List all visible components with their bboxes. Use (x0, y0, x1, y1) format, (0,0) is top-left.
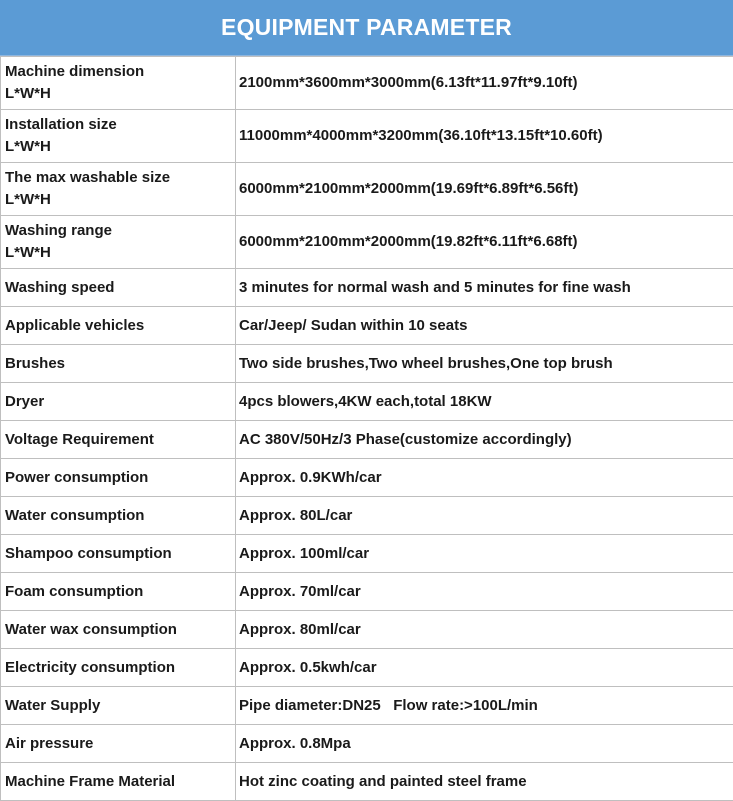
param-value: 3 minutes for normal wash and 5 minutes for fine wash (236, 269, 733, 307)
param-label: Voltage Requirement (1, 421, 236, 459)
table-row (1, 725, 733, 763)
table-row (1, 307, 733, 345)
param-label: Foam consumption (1, 573, 236, 611)
param-value: AC 380V/50Hz/3 Phase(customize accordingly) (236, 421, 733, 459)
param-value: Hot zinc coating and painted steel frame (236, 763, 733, 801)
param-label: Applicable vehicles (1, 307, 236, 345)
param-value: 4pcs blowers,4KW each,total 18KW (236, 383, 733, 421)
param-value: 6000mm*2100mm*2000mm(19.69ft*6.89ft*6.56ft) (236, 163, 733, 216)
param-value: 11000mm*4000mm*3200mm(36.10ft*13.15ft*10.60ft) (236, 110, 733, 163)
param-value: Approx. 80L/car (236, 497, 733, 535)
param-value: Approx. 80ml/car (236, 611, 733, 649)
table-row (1, 649, 733, 687)
param-label: Power consumption (1, 459, 236, 497)
table-row (1, 763, 733, 801)
param-value: 2100mm*3600mm*3000mm(6.13ft*11.97ft*9.10ft) (236, 57, 733, 110)
table-row (1, 57, 733, 110)
param-label: Water wax consumption (1, 611, 236, 649)
param-value: Car/Jeep/ Sudan within 10 seats (236, 307, 733, 345)
param-value: Pipe diameter:DN25 Flow rate:>100L/min (236, 687, 733, 725)
param-value: Approx. 0.9KWh/car (236, 459, 733, 497)
table-row (1, 573, 733, 611)
param-label: Washing range L*W*H (1, 216, 236, 269)
table-row (1, 535, 733, 573)
param-label: The max washable size L*W*H (1, 163, 236, 216)
table-row (1, 611, 733, 649)
page-title: EQUIPMENT PARAMETER (0, 0, 733, 56)
param-value: Approx. 100ml/car (236, 535, 733, 573)
table-row (1, 459, 733, 497)
param-value: 6000mm*2100mm*2000mm(19.82ft*6.11ft*6.68ft) (236, 216, 733, 269)
table-row (1, 421, 733, 459)
param-label: Brushes (1, 345, 236, 383)
param-label: Installation size L*W*H (1, 110, 236, 163)
param-label: Dryer (1, 383, 236, 421)
param-value: Two side brushes,Two wheel brushes,One top brush (236, 345, 733, 383)
param-label: Machine Frame Material (1, 763, 236, 801)
table-row (1, 383, 733, 421)
param-value: Approx. 70ml/car (236, 573, 733, 611)
table-row (1, 163, 733, 216)
table-row (1, 497, 733, 535)
param-label: Water consumption (1, 497, 236, 535)
param-label: Shampoo consumption (1, 535, 236, 573)
param-label: Machine dimension L*W*H (1, 57, 236, 110)
table-row (1, 216, 733, 269)
param-label: Water Supply (1, 687, 236, 725)
table-row (1, 345, 733, 383)
param-label: Electricity consumption (1, 649, 236, 687)
param-value: Approx. 0.8Mpa (236, 725, 733, 763)
table-row (1, 110, 733, 163)
param-label: Air pressure (1, 725, 236, 763)
param-label: Washing speed (1, 269, 236, 307)
parameter-table (0, 56, 733, 801)
param-value: Approx. 0.5kwh/car (236, 649, 733, 687)
table-row (1, 269, 733, 307)
table-row (1, 687, 733, 725)
